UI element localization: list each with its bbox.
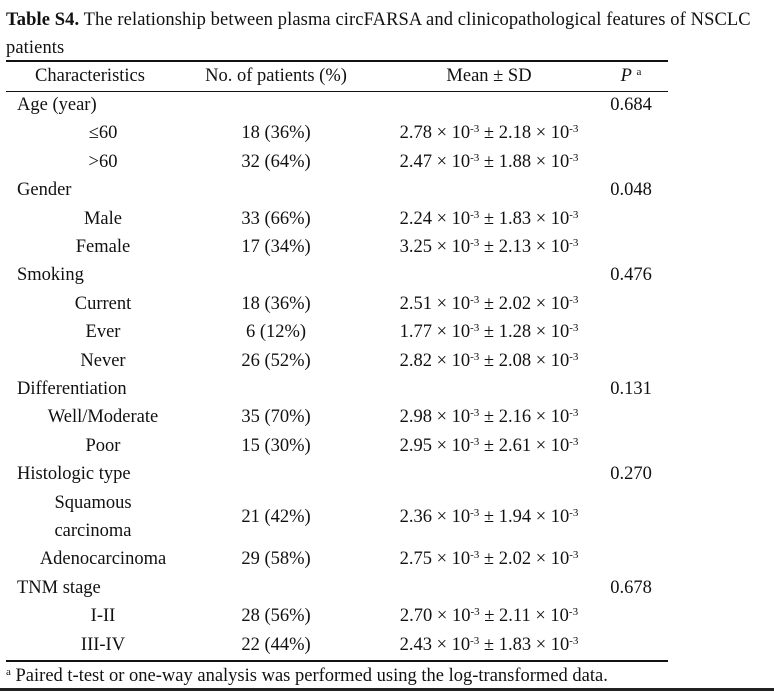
row-label: Male bbox=[83, 208, 122, 229]
caption-text: The relationship between plasma circFARSA and clinicopathological features of NSCLC patients bbox=[6, 10, 751, 58]
row-label: >60 bbox=[88, 151, 118, 172]
header-p-value bbox=[600, 62, 662, 90]
exponent: -3 bbox=[470, 506, 480, 519]
mean-value: 2.78 bbox=[399, 123, 432, 144]
group-p-value: 0.131 bbox=[610, 379, 652, 399]
header-p-footnote-mark: a bbox=[636, 66, 642, 78]
row-label: Well/Moderate bbox=[47, 407, 159, 428]
sd-value: 1.83 bbox=[498, 634, 532, 655]
row-label bbox=[6, 489, 180, 545]
mean-value: 2.82 bbox=[399, 350, 432, 371]
times-ten: × 10 bbox=[531, 549, 570, 570]
plus-minus: ± bbox=[479, 435, 499, 456]
times-ten: × 10 bbox=[531, 506, 570, 527]
sd-value: 2.61 bbox=[498, 435, 532, 456]
mean-value: 1.77 bbox=[399, 322, 432, 343]
sd-value: 2.13 bbox=[498, 237, 532, 257]
times-ten: × 10 bbox=[431, 123, 471, 144]
exponent: -3 bbox=[568, 606, 579, 619]
exponent: -3 bbox=[569, 435, 579, 448]
group-label: TNM stage bbox=[17, 577, 101, 598]
patients-value: 17 (34%) bbox=[241, 237, 311, 257]
sd-value: 1.83 bbox=[498, 208, 532, 229]
times-ten: × 10 bbox=[531, 634, 570, 655]
row-label: Ever bbox=[85, 322, 121, 343]
plus-minus: ± bbox=[479, 123, 499, 144]
mean-sd-value bbox=[376, 432, 602, 460]
sd-value: 1.94 bbox=[498, 506, 532, 527]
times-ten: × 10 bbox=[431, 322, 471, 343]
group-p-value: 0.684 bbox=[610, 95, 652, 115]
group-p-value: 0.678 bbox=[610, 577, 652, 598]
times-ten: × 10 bbox=[531, 208, 570, 229]
times-ten: × 10 bbox=[531, 407, 570, 428]
exponent: -3 bbox=[569, 208, 579, 221]
group-p-value: 0.270 bbox=[610, 464, 652, 485]
times-ten: × 10 bbox=[531, 237, 570, 257]
exponent: -3 bbox=[569, 549, 579, 562]
times-ten: × 10 bbox=[432, 606, 471, 627]
footnote-text: Paired t-test or one-way analysis was performed using the log-transformed data. bbox=[10, 666, 608, 686]
plus-minus: ± bbox=[479, 350, 499, 371]
times-ten: × 10 bbox=[530, 606, 569, 627]
patients-value: 33 (66%) bbox=[241, 208, 311, 229]
mean-sd-value bbox=[376, 119, 602, 147]
patients-value: 18 (36%) bbox=[241, 123, 311, 144]
exponent: -3 bbox=[470, 293, 480, 306]
group-p-value: 0.048 bbox=[610, 180, 652, 201]
header-patients: No. of patients (%) bbox=[205, 66, 347, 86]
times-ten: × 10 bbox=[431, 237, 471, 257]
patients-value: 6 (12%) bbox=[245, 322, 307, 343]
mean-sd-value bbox=[376, 347, 602, 375]
group-label: Histologic type bbox=[17, 464, 131, 485]
mean-value: 2.24 bbox=[399, 208, 432, 229]
times-ten: × 10 bbox=[531, 151, 570, 172]
exponent: -3 bbox=[470, 151, 480, 164]
page-end-rule bbox=[0, 688, 774, 691]
times-ten: × 10 bbox=[431, 293, 471, 314]
times-ten: × 10 bbox=[531, 350, 570, 371]
exponent: -3 bbox=[569, 634, 579, 647]
row-label: Poor bbox=[85, 435, 121, 456]
mean-sd-value bbox=[376, 403, 602, 431]
mean-value: 2.43 bbox=[399, 634, 432, 655]
group-label: Smoking bbox=[17, 265, 84, 286]
exponent: -3 bbox=[569, 151, 579, 164]
patients-value: 18 (36%) bbox=[241, 293, 311, 314]
times-ten: × 10 bbox=[431, 549, 471, 570]
plus-minus: ± bbox=[479, 407, 499, 428]
mean-sd-value bbox=[376, 602, 602, 630]
patients-value: 21 (42%) bbox=[241, 506, 311, 527]
exponent: -3 bbox=[569, 123, 579, 136]
patients-value: 28 (56%) bbox=[241, 606, 311, 627]
times-ten: × 10 bbox=[431, 407, 471, 428]
exponent: -3 bbox=[470, 435, 480, 448]
plus-minus: ± bbox=[479, 549, 499, 570]
exponent: -3 bbox=[470, 606, 480, 619]
group-p-value: 0.476 bbox=[610, 265, 652, 286]
mean-sd-value bbox=[376, 148, 602, 176]
times-ten: × 10 bbox=[431, 506, 471, 527]
times-ten: × 10 bbox=[431, 634, 471, 655]
times-ten: × 10 bbox=[431, 435, 471, 456]
times-ten: × 10 bbox=[531, 322, 570, 343]
patients-value: 32 (64%) bbox=[241, 151, 311, 172]
exponent: -3 bbox=[470, 350, 480, 363]
sd-value: 2.18 bbox=[498, 123, 532, 144]
exponent: -3 bbox=[470, 322, 480, 335]
sd-value: 2.08 bbox=[498, 350, 532, 371]
header-mean-sd: Mean ± SD bbox=[446, 66, 532, 86]
mean-sd-value bbox=[376, 318, 602, 346]
mean-sd-value bbox=[376, 290, 602, 318]
row-label: I-II bbox=[90, 606, 116, 627]
plus-minus: ± bbox=[479, 506, 499, 527]
mean-value: 3.25 bbox=[399, 237, 432, 257]
exponent: -3 bbox=[470, 208, 480, 221]
exponent: -3 bbox=[569, 237, 579, 249]
plus-minus: ± bbox=[479, 322, 499, 343]
group-label: Age (year) bbox=[17, 95, 97, 115]
group-label: Gender bbox=[17, 180, 72, 201]
patients-value: 15 (30%) bbox=[241, 435, 311, 456]
sd-value: 2.02 bbox=[498, 549, 532, 570]
header-rule bbox=[6, 91, 668, 92]
sd-value: 1.88 bbox=[498, 151, 532, 172]
exponent: -3 bbox=[470, 549, 480, 562]
exponent: -3 bbox=[569, 293, 579, 306]
patients-value: 22 (44%) bbox=[241, 634, 311, 655]
row-label: Never bbox=[80, 350, 126, 371]
caption-label: Table S4. bbox=[6, 10, 80, 30]
mean-sd-value bbox=[376, 503, 602, 531]
row-label: ≤60 bbox=[88, 123, 118, 144]
plus-minus: ± bbox=[479, 208, 499, 229]
plus-minus: ± bbox=[479, 606, 500, 627]
footnote-mark: a bbox=[6, 666, 11, 678]
exponent: -3 bbox=[569, 407, 579, 420]
mean-value: 2.51 bbox=[399, 293, 432, 314]
exponent: -3 bbox=[470, 237, 480, 249]
patients-value: 35 (70%) bbox=[241, 407, 311, 428]
exponent: -3 bbox=[470, 634, 480, 647]
group-label: Differentiation bbox=[17, 379, 127, 399]
plus-minus: ± bbox=[479, 293, 499, 314]
times-ten: × 10 bbox=[531, 293, 570, 314]
table-caption bbox=[6, 6, 770, 62]
times-ten: × 10 bbox=[531, 435, 570, 456]
mean-value: 2.70 bbox=[399, 606, 433, 627]
plus-minus: ± bbox=[479, 151, 499, 172]
mean-sd-value bbox=[376, 545, 602, 573]
mean-value: 2.47 bbox=[399, 151, 432, 172]
header-characteristics: Characteristics bbox=[35, 66, 145, 86]
mean-value: 2.98 bbox=[399, 407, 432, 428]
row-label-line: carcinoma bbox=[54, 520, 132, 541]
plus-minus: ± bbox=[479, 634, 499, 655]
patients-value: 29 (58%) bbox=[241, 549, 311, 570]
row-label: III-IV bbox=[80, 634, 126, 655]
sd-value: 1.28 bbox=[498, 322, 532, 343]
row-label: Adenocarcinoma bbox=[39, 549, 167, 570]
mean-value: 2.95 bbox=[399, 435, 432, 456]
row-label-line: Squamous bbox=[54, 492, 132, 513]
exponent: -3 bbox=[569, 350, 579, 363]
plus-minus: ± bbox=[479, 237, 499, 257]
times-ten: × 10 bbox=[431, 208, 471, 229]
row-label: Female bbox=[75, 237, 131, 257]
exponent: -3 bbox=[569, 322, 579, 335]
exponent: -3 bbox=[470, 123, 480, 136]
row-label: Current bbox=[74, 293, 132, 314]
mean-sd-value bbox=[376, 233, 602, 261]
sd-value: 2.02 bbox=[498, 293, 532, 314]
sd-value: 2.11 bbox=[499, 606, 531, 627]
mean-sd-value bbox=[376, 631, 602, 659]
exponent: -3 bbox=[569, 506, 579, 519]
mean-value: 2.36 bbox=[399, 506, 432, 527]
times-ten: × 10 bbox=[531, 123, 570, 144]
sd-value: 2.16 bbox=[498, 407, 532, 428]
exponent: -3 bbox=[470, 407, 480, 420]
table-footnote bbox=[6, 662, 608, 690]
times-ten: × 10 bbox=[431, 151, 471, 172]
mean-value: 2.75 bbox=[399, 549, 432, 570]
times-ten: × 10 bbox=[431, 350, 471, 371]
header-p-letter: P bbox=[620, 66, 632, 86]
patients-value: 26 (52%) bbox=[241, 350, 311, 371]
mean-sd-value bbox=[376, 205, 602, 233]
